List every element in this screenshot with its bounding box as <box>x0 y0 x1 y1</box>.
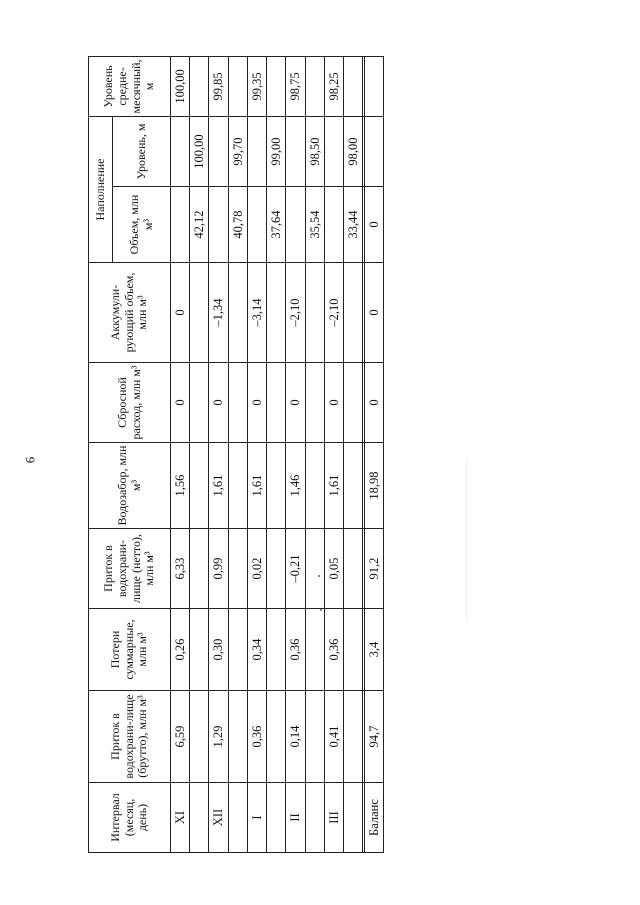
cell-month: XII <box>209 783 228 853</box>
cell-level <box>286 116 305 186</box>
cell-month <box>190 783 209 853</box>
cell-month <box>305 783 324 853</box>
cell-month: XI <box>171 783 190 853</box>
cell-inflow-net <box>267 529 286 609</box>
cell-withdrawal <box>267 443 286 529</box>
cell-inflow-net: 6,33 <box>171 529 190 609</box>
reservoir-balance-table <box>88 56 384 853</box>
header-accumulated: Аккумули-рующий объем, млн м³ <box>89 263 171 363</box>
cell-accumulated: –2,10 <box>286 263 305 363</box>
cell-level: 99,00 <box>267 116 286 186</box>
cell-inflow-net: 0,99 <box>209 529 228 609</box>
cell-accumulated: –3,14 <box>247 263 266 363</box>
cell-avg-level: 98,25 <box>324 56 343 116</box>
cell-accumulated <box>305 263 324 363</box>
cell-inflow-net: 0,05 <box>324 529 343 609</box>
cell-losses <box>190 609 209 691</box>
cell-level <box>324 116 343 186</box>
table-row <box>267 56 286 852</box>
cell-inflow-gross: 0,41 <box>324 691 343 783</box>
table-row <box>171 56 190 852</box>
cell-level <box>247 116 266 186</box>
page-number: 6 <box>22 456 38 464</box>
cell-discharge <box>344 363 363 443</box>
cell-volume <box>209 187 228 263</box>
cell-withdrawal: 1,61 <box>209 443 228 529</box>
table-row <box>344 56 363 852</box>
cell-balance-avg-level <box>364 56 383 116</box>
cell-inflow-gross: 1,29 <box>209 691 228 783</box>
cell-withdrawal <box>305 443 324 529</box>
cell-balance-volume: 0 <box>364 187 383 263</box>
cell-withdrawal <box>228 443 247 529</box>
cell-discharge: 0 <box>209 363 228 443</box>
header-avg-level: Уровень средне-месячный, м <box>89 56 171 116</box>
cell-discharge: 0 <box>171 363 190 443</box>
cell-balance-inflow-net: 91,2 <box>364 529 383 609</box>
rotated-table-frame <box>88 57 384 853</box>
cell-discharge <box>267 363 286 443</box>
cell-discharge: 0 <box>286 363 305 443</box>
cell-level: 98,50 <box>305 116 324 186</box>
cell-accumulated <box>267 263 286 363</box>
cell-inflow-net <box>190 529 209 609</box>
cell-level: 98,00 <box>344 116 363 186</box>
cell-avg-level <box>190 56 209 116</box>
cell-volume: 37,64 <box>267 187 286 263</box>
cell-avg-level <box>267 56 286 116</box>
cell-discharge <box>190 363 209 443</box>
cell-volume <box>171 187 190 263</box>
cell-losses <box>305 609 324 691</box>
cell-balance-withdrawal: 18,98 <box>364 443 383 529</box>
cell-discharge <box>305 363 324 443</box>
cell-avg-level: 99,35 <box>247 56 266 116</box>
header-interval: Интервал (месяц, день) <box>89 783 171 853</box>
cell-losses: 0,34 <box>247 609 266 691</box>
cell-accumulated <box>344 263 363 363</box>
table-row <box>209 56 228 852</box>
table-row <box>305 56 324 852</box>
header-inflow-gross: Приток в водохрани-лище (брутто), млн м³ <box>89 691 171 783</box>
cell-month <box>344 783 363 853</box>
cell-inflow-gross: 6,59 <box>171 691 190 783</box>
cell-avg-level <box>228 56 247 116</box>
cell-inflow-gross: 0,14 <box>286 691 305 783</box>
cell-volume: 40,78 <box>228 187 247 263</box>
cell-inflow-gross: 0,36 <box>247 691 266 783</box>
cell-level <box>209 116 228 186</box>
cell-avg-level: 99,85 <box>209 56 228 116</box>
cell-inflow-gross <box>267 691 286 783</box>
table-row <box>286 56 305 852</box>
cell-accumulated <box>228 263 247 363</box>
table-row <box>228 56 247 852</box>
cell-inflow-gross <box>344 691 363 783</box>
cell-volume <box>286 187 305 263</box>
cell-month <box>267 783 286 853</box>
cell-volume: 35,54 <box>305 187 324 263</box>
cell-withdrawal <box>190 443 209 529</box>
cell-losses <box>228 609 247 691</box>
cell-losses: 0,36 <box>324 609 343 691</box>
cell-month: II <box>286 783 305 853</box>
cell-accumulated <box>190 263 209 363</box>
cell-balance-discharge: 0 <box>364 363 383 443</box>
cell-inflow-net <box>305 529 324 609</box>
cell-inflow-net: –0,21 <box>286 529 305 609</box>
cell-avg-level <box>305 56 324 116</box>
cell-avg-level: 98,75 <box>286 56 305 116</box>
cell-balance-level <box>364 116 383 186</box>
cell-discharge <box>228 363 247 443</box>
cell-volume: 42,12 <box>190 187 209 263</box>
scan-artifact-line <box>466 460 467 620</box>
cell-inflow-gross <box>305 691 324 783</box>
cell-accumulated: 0 <box>171 263 190 363</box>
header-filling-group: Наполнение <box>89 116 113 262</box>
cell-losses <box>344 609 363 691</box>
header-volume: Объем, млн м³ <box>113 187 171 263</box>
table-row <box>190 56 209 852</box>
cell-discharge: 0 <box>324 363 343 443</box>
cell-level: 100,00 <box>190 116 209 186</box>
cell-withdrawal: 1,61 <box>247 443 266 529</box>
header-inflow-net: Приток в водохрани-лище (нетто), млн м³ <box>89 529 171 609</box>
cell-balance-label: Баланс <box>364 783 383 853</box>
reservoir-balance-table-container <box>88 57 384 853</box>
header-discharge: Сбросной расход, млн м³ <box>89 363 171 443</box>
cell-withdrawal: 1,56 <box>171 443 190 529</box>
cell-discharge: 0 <box>247 363 266 443</box>
cell-month <box>228 783 247 853</box>
cell-level <box>171 116 190 186</box>
header-level: Уровень, м <box>113 116 171 186</box>
cell-volume <box>247 187 266 263</box>
cell-losses <box>267 609 286 691</box>
cell-month: III <box>324 783 343 853</box>
table-row <box>324 56 343 852</box>
cell-inflow-gross <box>228 691 247 783</box>
cell-balance-inflow-gross: 94,7 <box>364 691 383 783</box>
cell-withdrawal: 1,46 <box>286 443 305 529</box>
table-row <box>247 56 266 852</box>
cell-accumulated: –2,10 <box>324 263 343 363</box>
cell-inflow-net: 0,02 <box>247 529 266 609</box>
cell-losses: 0,36 <box>286 609 305 691</box>
cell-volume <box>324 187 343 263</box>
cell-losses: 0,30 <box>209 609 228 691</box>
cell-avg-level <box>344 56 363 116</box>
cell-month: I <box>247 783 266 853</box>
cell-avg-level: 100,00 <box>171 56 190 116</box>
cell-volume: 33,44 <box>344 187 363 263</box>
header-losses: Потери суммарные, млн м³ <box>89 609 171 691</box>
cell-level: 99,70 <box>228 116 247 186</box>
cell-balance-accumulated: 0 <box>364 263 383 363</box>
cell-inflow-net <box>344 529 363 609</box>
header-withdrawal: Водозабор, млн м³ <box>89 443 171 529</box>
cell-losses: 0,26 <box>171 609 190 691</box>
cell-withdrawal <box>344 443 363 529</box>
cell-inflow-gross <box>190 691 209 783</box>
balance-row <box>364 56 383 852</box>
cell-inflow-net <box>228 529 247 609</box>
cell-accumulated: –1,34 <box>209 263 228 363</box>
cell-withdrawal: 1,61 <box>324 443 343 529</box>
cell-balance-losses: 3,4 <box>364 609 383 691</box>
